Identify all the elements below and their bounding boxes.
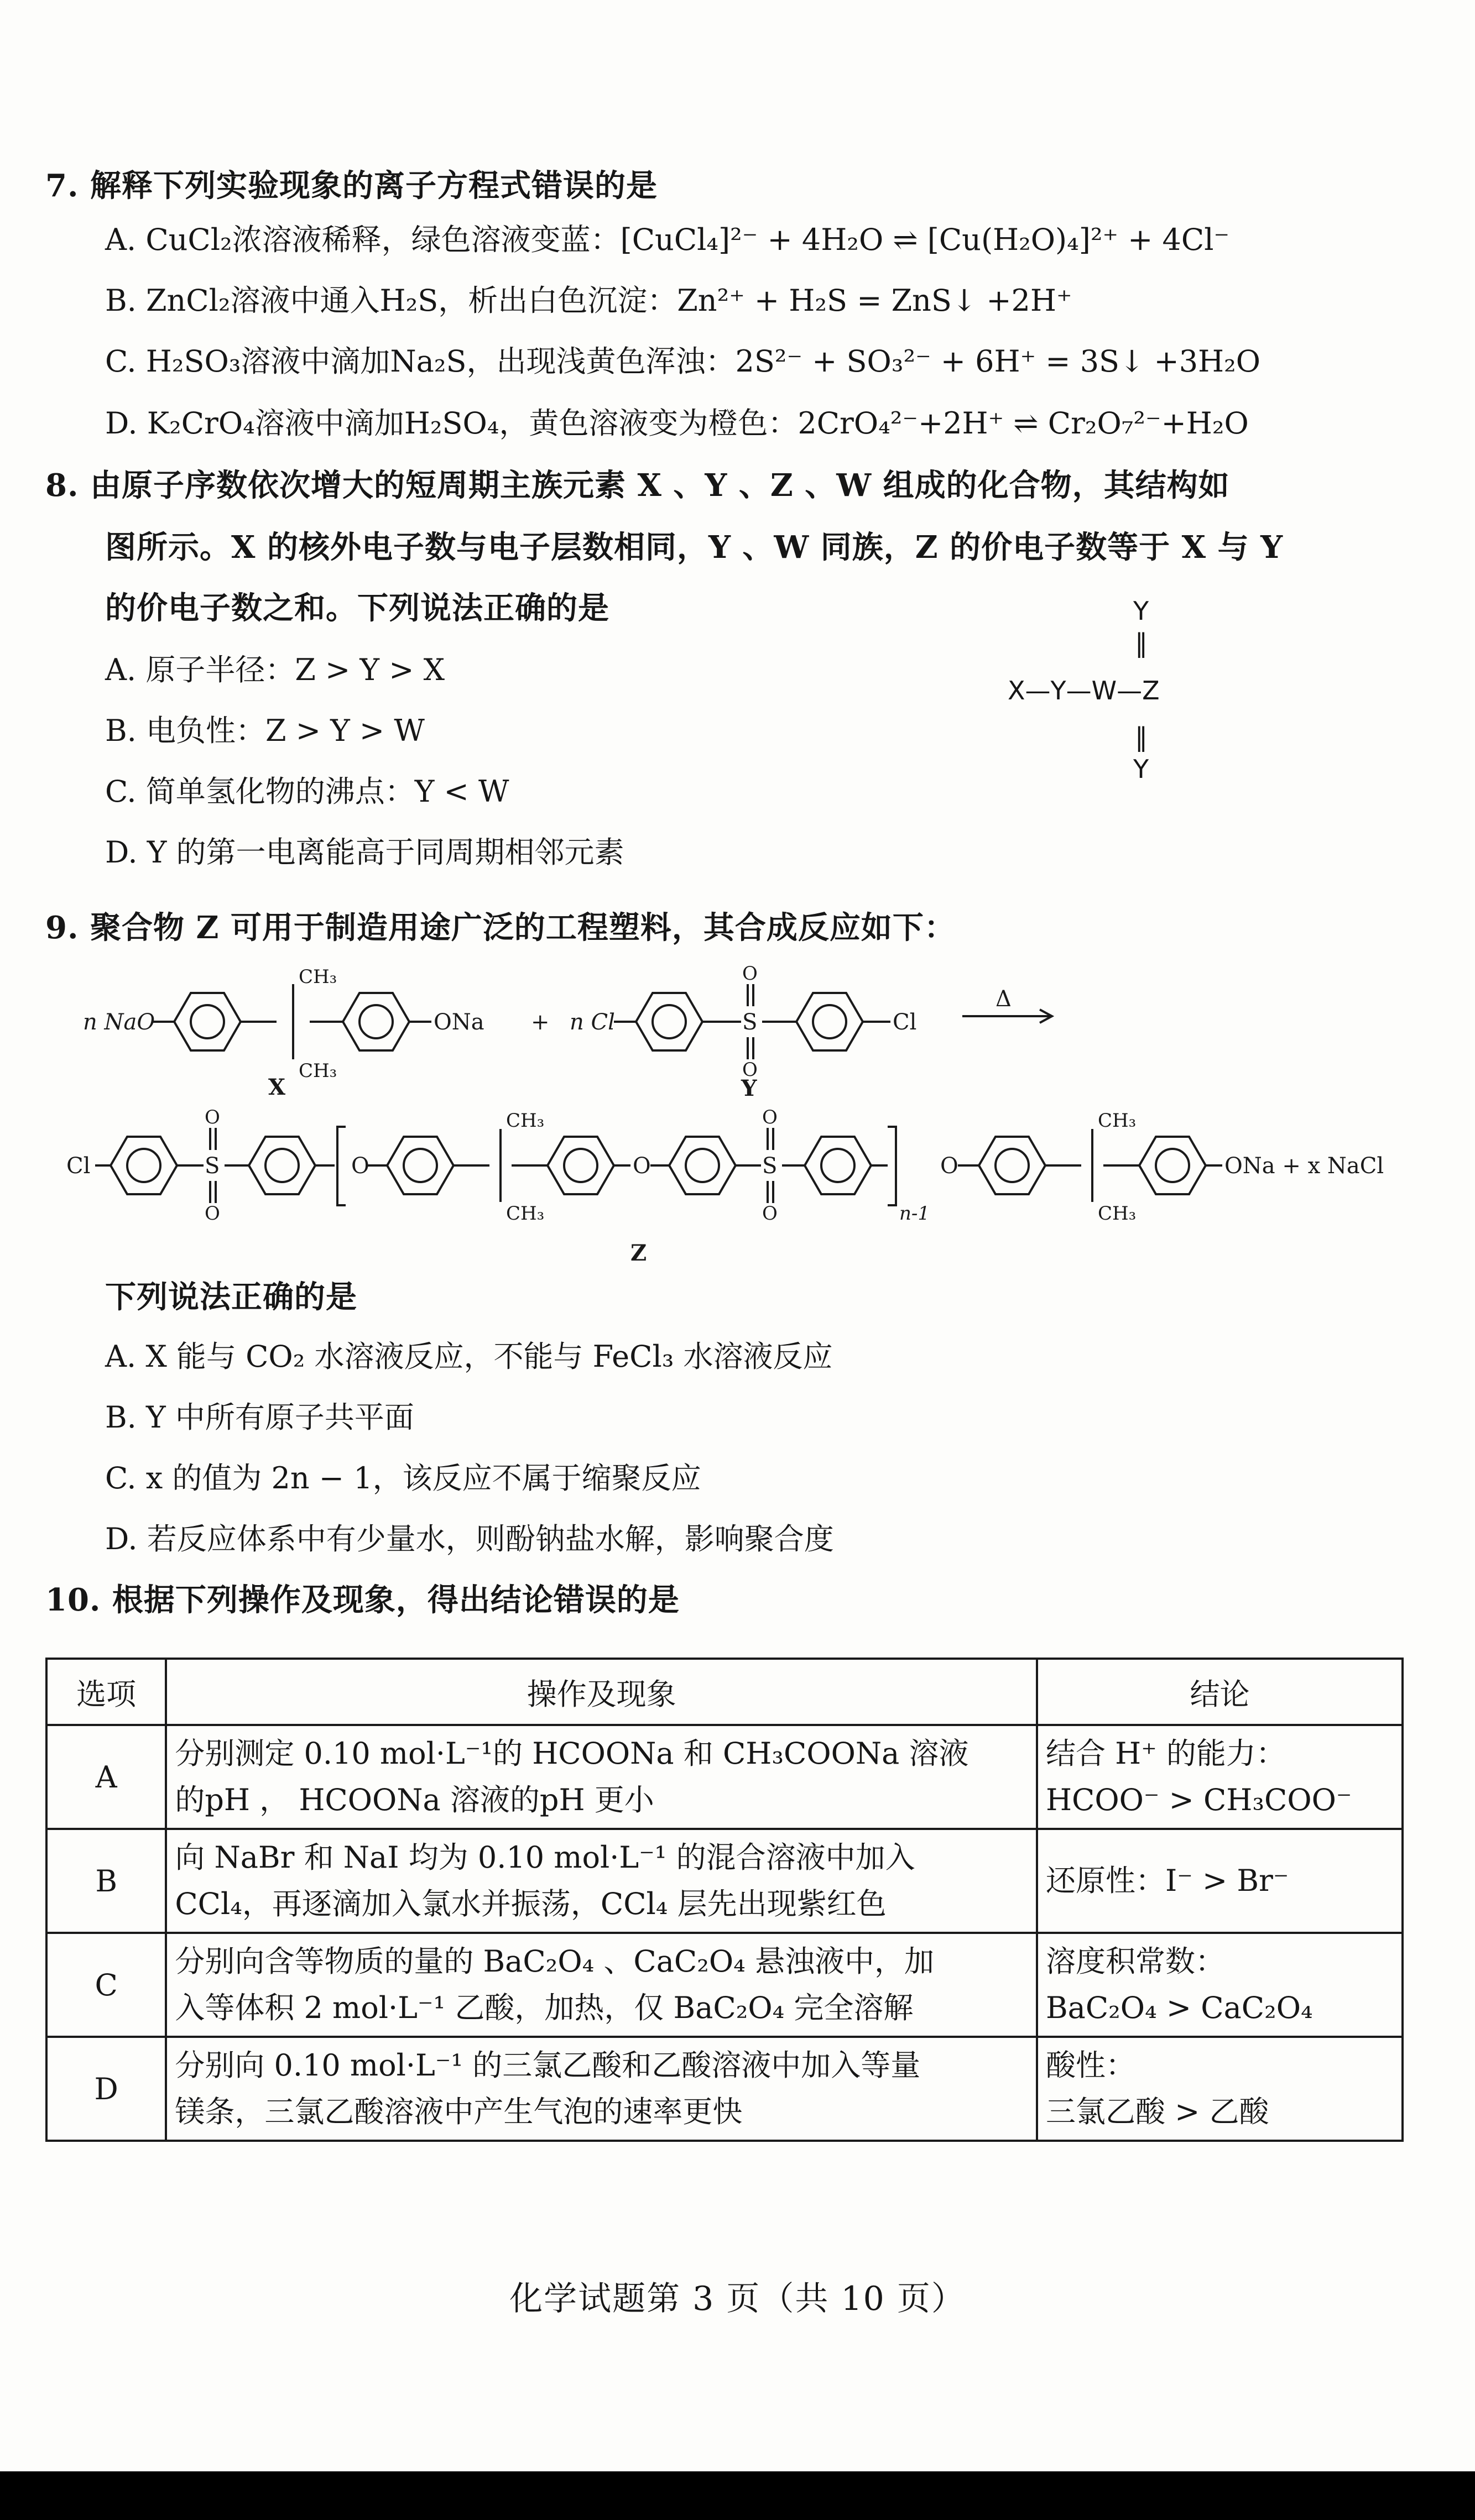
reactant-x	[83, 966, 484, 1100]
q9-option-a: A. X 能与 CO₂ 水溶液反应，不能与 FeCl₃ 水溶液反应	[105, 1339, 833, 1374]
q8-stem-line3: 的价电子数之和。下列说法正确的是	[105, 590, 609, 626]
aromatic-circle	[653, 1005, 686, 1038]
z-ch3-bottom-2: CH₃	[1098, 1203, 1137, 1225]
row-d-conc-line1: 酸性：	[1045, 2048, 1135, 2083]
q7-option-a: A. CuCl₂浓溶液稀释，绿色溶液变蓝：[CuCl₄]²⁻ + 4H₂O ⇌ [Cu(H₂O)₄]²⁺ + 4Cl⁻	[105, 222, 1229, 257]
row-c-operation	[166, 1933, 1037, 2037]
product-z	[66, 1106, 1384, 1266]
reactant-y	[570, 963, 916, 1101]
row-a-conc-line1: 结合 H⁺ 的能力：	[1045, 1736, 1286, 1771]
q8-struct-middle: X—Y—W—Z	[1008, 676, 1160, 705]
row-a-op-line2: 的pH ， HCOONa 溶液的pH 更小	[175, 1782, 654, 1817]
q8-struct-bottom-bond: ‖	[1135, 722, 1148, 752]
q8-option-a: A. 原子半径：Z > Y > X	[105, 652, 445, 687]
q7-option-d: D. K₂CrO₄溶液中滴加H₂SO₄，黄色溶液变为橙色：2CrO₄²⁻+2H⁺ ⇌ Cr₂O₇²⁻+H₂O	[105, 406, 1249, 441]
aromatic-circle	[996, 1149, 1029, 1182]
row-d-option: D	[46, 2037, 166, 2141]
table-row	[46, 1829, 1403, 1933]
z-left: Cl	[66, 1153, 91, 1179]
q7-stem: 7. 解释下列实验现象的离子方程式错误的是	[45, 168, 658, 204]
header-conclusion: 结论	[1037, 1659, 1403, 1725]
plus-sign: +	[531, 1010, 550, 1035]
q8-struct-top-y: Y	[1133, 596, 1149, 626]
z-oxygen: O	[762, 1203, 778, 1225]
row-d-op-line2: 镁条，三氯乙酸溶液中产生气泡的速率更快	[175, 2094, 743, 2129]
aromatic-circle	[265, 1149, 299, 1182]
benzene-ring	[636, 993, 702, 1050]
z-oxygen: O	[205, 1203, 220, 1225]
row-d-operation	[166, 2037, 1037, 2141]
q9-option-c: C. x 的值为 2n − 1，该反应不属于缩聚反应	[105, 1461, 701, 1496]
left-bracket	[337, 1127, 346, 1205]
table-row	[46, 2037, 1403, 2141]
y-prefix: n Cl	[570, 1010, 615, 1035]
y-sulfur: S	[742, 1010, 758, 1035]
aromatic-circle	[686, 1149, 719, 1182]
x-suffix: ONa	[434, 1010, 484, 1035]
right-bracket	[888, 1127, 896, 1205]
row-c-op-line2: 入等体积 2 mol·L⁻¹ 乙酸，加热，仅 BaC₂O₄ 完全溶解	[175, 1990, 914, 2025]
label-x: X	[268, 1074, 286, 1100]
q9-substem: 下列说法正确的是	[105, 1279, 357, 1315]
x-ch3-top: CH₃	[299, 966, 337, 988]
z-n-minus-1: n-1	[899, 1203, 930, 1225]
benzene-ring	[343, 993, 409, 1050]
z-ch3-top-2: CH₃	[1098, 1110, 1137, 1132]
y-suffix: Cl	[893, 1010, 917, 1035]
z-oxygen: O	[205, 1106, 220, 1128]
z-ch3-bottom: CH₃	[506, 1203, 545, 1225]
y-oxygen-top: O	[742, 963, 758, 985]
q10-stem: 10. 根据下列操作及现象，得出结论错误的是	[45, 1582, 680, 1618]
aromatic-circle	[404, 1149, 437, 1182]
aromatic-circle	[191, 1005, 224, 1038]
benzene-ring	[979, 1137, 1045, 1194]
z-sulfur-1: S	[205, 1153, 220, 1179]
aromatic-circle	[821, 1149, 854, 1182]
row-c-conc-line1: 溶度积常数：	[1045, 1944, 1225, 1979]
row-b-option: B	[46, 1829, 166, 1933]
z-oxygen-link: O	[633, 1153, 651, 1179]
table-header-row	[46, 1659, 1403, 1725]
page-footer: 化学试题第 3 页（共 10 页）	[509, 2279, 966, 2318]
q7-option-b: B. ZnCl₂溶液中通入H₂S，析出白色沉淀：Zn²⁺ + H₂S = ZnS↓ +2H⁺	[105, 283, 1072, 318]
benzene-ring	[1139, 1137, 1206, 1194]
row-d-conclusion	[1037, 2037, 1403, 2141]
x-prefix: n NaO	[83, 1010, 155, 1035]
q9-stem: 9. 聚合物 Z 可用于制造用途广泛的工程塑料，其合成反应如下：	[45, 909, 956, 946]
row-b-conc-line1: 还原性：I⁻ > Br⁻	[1045, 1863, 1289, 1898]
q9-option-d: D. 若反应体系中有少量水，则酚钠盐水解，影响聚合度	[105, 1522, 834, 1556]
benzene-ring	[805, 1137, 871, 1194]
label-z: Z	[630, 1240, 647, 1266]
z-sulfur-2: S	[762, 1153, 778, 1179]
benzene-ring	[548, 1137, 614, 1194]
benzene-ring	[249, 1137, 315, 1194]
table-row	[46, 1725, 1403, 1829]
q10-table	[45, 1658, 1404, 2142]
z-oxygen: O	[762, 1106, 778, 1128]
benzene-ring	[387, 1137, 454, 1194]
aromatic-circle	[359, 1005, 393, 1038]
header-option: 选项	[46, 1659, 166, 1725]
row-c-conclusion	[1037, 1933, 1403, 2037]
z-oxygen-link: O	[351, 1153, 369, 1179]
label-y: Y	[741, 1075, 757, 1101]
y-oxygen-bottom: O	[742, 1059, 758, 1081]
q8-struct-bottom-y: Y	[1133, 754, 1149, 784]
row-a-conclusion	[1037, 1725, 1403, 1829]
q8-struct-top-bond: ‖	[1135, 628, 1148, 658]
q8-stem-line1: 8. 由原子序数依次增大的短周期主族元素 X 、Y 、Z 、W 组成的化合物，其结构如	[45, 467, 1230, 504]
q7-option-c: C. H₂SO₃溶液中滴加Na₂S，出现浅黄色浑浊：2S²⁻ + SO₃²⁻ + 6H⁺ = 3S↓ +3H₂O	[105, 344, 1261, 379]
q9-option-b: B. Y 中所有原子共平面	[105, 1400, 414, 1435]
row-b-conclusion	[1037, 1829, 1403, 1933]
benzene-ring	[669, 1137, 736, 1194]
q9-reaction-scheme	[55, 951, 1416, 1283]
row-a-option: A	[46, 1725, 166, 1829]
reaction-arrow	[962, 986, 1052, 1023]
header-operation: 操作及现象	[166, 1659, 1037, 1725]
q8-option-c: C. 简单氢化物的沸点：Y < W	[105, 774, 509, 809]
z-oxygen-link: O	[940, 1153, 958, 1179]
benzene-ring	[111, 1137, 177, 1194]
row-d-op-line1: 分别向 0.10 mol·L⁻¹ 的三氯乙酸和乙酸溶液中加入等量	[175, 2048, 921, 2083]
row-b-op-line1: 向 NaBr 和 NaI 均为 0.10 mol·L⁻¹ 的混合溶液中加入	[175, 1840, 915, 1875]
row-a-operation	[166, 1725, 1037, 1829]
aromatic-circle	[127, 1149, 160, 1182]
q8-option-b: B. 电负性：Z > Y > W	[105, 713, 425, 748]
row-d-conc-line2: 三氯乙酸 > 乙酸	[1045, 2094, 1269, 2129]
aromatic-circle	[1156, 1149, 1189, 1182]
row-b-op-line2: CCl₄，再逐滴加入氯水并振荡，CCl₄ 层先出现紫红色	[175, 1886, 887, 1921]
x-ch3-bottom: CH₃	[299, 1060, 337, 1082]
row-c-option: C	[46, 1933, 166, 2037]
aromatic-circle	[564, 1149, 597, 1182]
row-b-operation	[166, 1829, 1037, 1933]
row-c-op-line1: 分别向含等物质的量的 BaC₂O₄ 、CaC₂O₄ 悬浊液中，加	[175, 1944, 934, 1979]
benzene-ring	[174, 993, 241, 1050]
row-a-op-line1: 分别测定 0.10 mol·L⁻¹的 HCOONa 和 CH₃COONa 溶液	[175, 1736, 969, 1771]
row-c-conc-line2: BaC₂O₄ > CaC₂O₄	[1045, 1990, 1313, 2025]
delta-symbol: Δ	[996, 986, 1012, 1012]
benzene-ring	[796, 993, 863, 1050]
aromatic-circle	[813, 1005, 846, 1038]
bottom-black-bar	[0, 2471, 1475, 2520]
row-a-conc-line2: HCOO⁻ > CH₃COO⁻	[1045, 1782, 1352, 1817]
q8-stem-line2: 图所示。X 的核外电子数与电子层数相同，Y 、W 同族，Z 的价电子数等于 X 与 Y	[105, 529, 1284, 566]
z-right: ONa + x NaCl	[1224, 1153, 1384, 1179]
z-ch3-top: CH₃	[506, 1110, 545, 1132]
table-row	[46, 1933, 1403, 2037]
q8-option-d: D. Y 的第一电离能高于同周期相邻元素	[105, 835, 624, 870]
